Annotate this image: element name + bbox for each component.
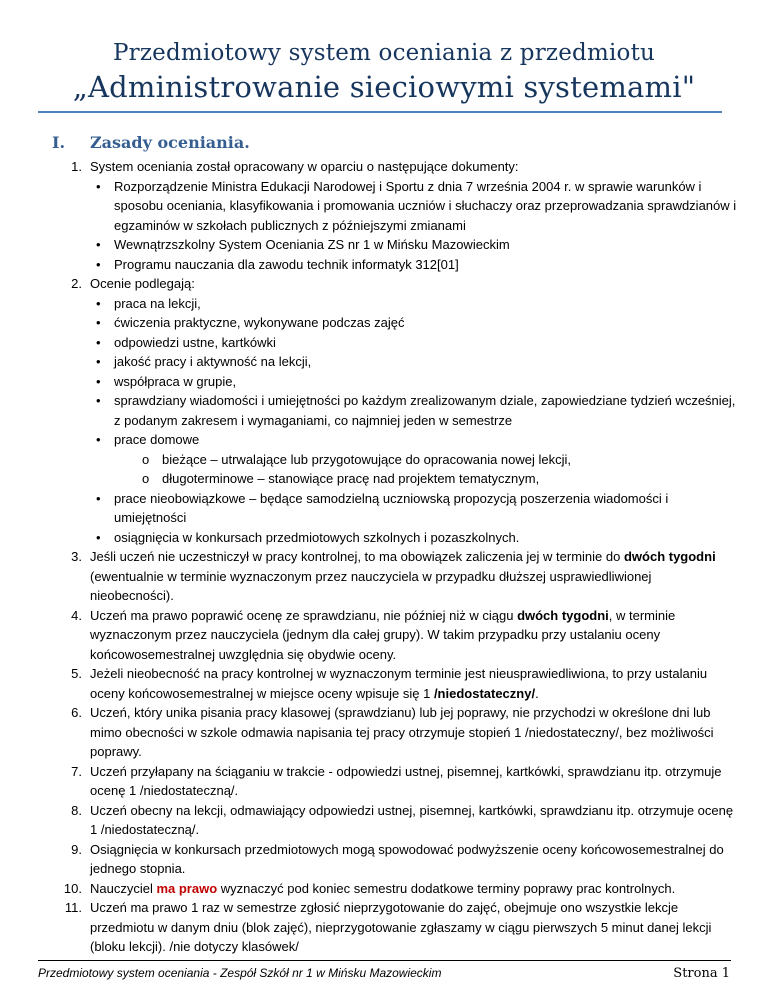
footer-divider (38, 960, 731, 961)
bullet-item: • odpowiedzi ustne, kartkówki (38, 333, 738, 353)
bullet-icon: • (96, 295, 101, 311)
section-title: Zasady oceniania. (90, 133, 250, 152)
bullet-icon: • (96, 237, 101, 252)
bullet-icon: • (96, 178, 101, 194)
section-heading (52, 133, 250, 152)
list-item: 2. Ocenie podlegają: (71, 276, 195, 291)
bullet-item: • ćwiczenia praktyczne, wykonywane podczas zajęć (38, 313, 738, 333)
page-number: Strona 1 (673, 966, 730, 981)
bullet-icon: • (96, 432, 101, 447)
footer-text: Przedmiotowy system oceniania - Zespół Szkół nr 1 w Mińsku Mazowieckim (38, 966, 442, 980)
bullet-icon: • (96, 256, 101, 272)
document-body (38, 157, 738, 957)
bullet-icon: • (96, 490, 101, 506)
bullet-icon: • (96, 393, 101, 408)
bullet-item: • praca na lekcji, (38, 294, 738, 314)
sub-bullet-item: o długoterminowe – stanowiące pracę nad projektem tematycznym, (38, 469, 738, 489)
document-title-line2: „Administrowanie sieciowymi systemami" (72, 70, 696, 104)
title-underline (38, 111, 722, 113)
section-number: I. (52, 133, 66, 152)
bullet-item: • jakość pracy i aktywność na lekcji, (38, 352, 738, 372)
bullet-item: • Programu nauczania dla zawodu technik informatyk 312[01] (38, 255, 738, 275)
bullet-item: • osiągnięcia w konkursach przedmiotowych szkolnych i pozaszkolnych. (38, 528, 738, 548)
bullet-item: • Rozporządzenie Ministra Edukacji Narodowej i Sportu z dnia 7 września 2004 r. w sprawie warunków i sposobu oceniania, klasyfikowania i promowania uczniów i słuchaczy oraz przeprowadzania sprawdzianów i egzaminów w szkołach publicznych z późniejszymi zmianami (96, 178, 737, 233)
highlight-text: ma prawo (156, 880, 218, 896)
list-item: 1. System oceniania został opracowany w oparciu o następujące dokumenty: (71, 159, 519, 174)
bullet-item: • Wewnątrzszkolny System Oceniania ZS nr 1 w Mińsku Mazowieckim (38, 235, 738, 255)
bullet-icon: • (96, 373, 101, 389)
bullet-item: • prace domowe (38, 430, 738, 450)
list-item: 3. Jeśli uczeń nie uczestniczył w pracy kontrolnej, to ma obowiązek zaliczenia jej w terminie do dwóch tygodni (ewentualnie w terminie wyznaczonym przez nauczyciela w przypadku dłuższej usprawiedliwionej nieobecności). (71, 549, 716, 603)
bullet-icon: • (96, 315, 101, 330)
bullet-item: • prace nieobowiązkowe – będące samodzielną uczniowską propozycją poszerzenia wiadomości i umiejętności (96, 490, 669, 525)
circle-bullet-icon: o (142, 471, 150, 486)
bullet-icon: • (96, 529, 101, 545)
list-item: 4. Uczeń ma prawo poprawić ocenę ze sprawdzianu, nie później niż w ciągu dwóch tygodni, w terminie wyznaczonym przez nauczyciela (jednym dla całej grupy). W takim przypadku przy ustalaniu oceny końcowosemestralnej uwzględnia się obydwie oceny. (71, 607, 676, 662)
list-item: 6. Uczeń, który unika pisania pracy klasowej (sprawdzianu) lub jej poprawy, nie przychodzi w określone dni lub mimo obecności w szkole odmawia napisania tej pracy otrzymuje stopień 1 /niedostateczny/, bez możliwości poprawy. (71, 705, 714, 759)
list-item: 8. Uczeń obecny na lekcji, odmawiający odpowiedzi ustnej, pisemnej, kartkówki, sprawdzianu itp. otrzymuje ocenę 1 /niedostateczną/. (71, 802, 734, 837)
list-item: 9. Osiągnięcia w konkursach przedmiotowych mogą spowodować podwyższenie oceny końcowosemestralnej do jednego stopnia. (71, 841, 724, 876)
document-title-line1: Przedmiotowy system oceniania z przedmiotu (112, 40, 656, 66)
list-item: 7. Uczeń przyłapany na ściąganiu w trakcie - odpowiedzi ustnej, pisemnej, kartkówki, sprawdzianu itp. otrzymuje ocenę 1 /niedostateczną/. (71, 763, 722, 798)
list-item: 11. Uczeń ma prawo 1 raz w semestrze zgłosić nieprzygotowanie do zajęć, obejmuje ono wszystkie lekcje przedmiotu w danym dniu (blok zajęć), nieprzygotowanie zgłaszamy w ciągu pierwszych 5 minut danej lekcji (bloku lekcji). /nie dotyczy klasówek/ (64, 900, 712, 954)
bullet-item: • sprawdziany wiadomości i umiejętności po każdym zrealizowanym dziale, zapowiedziane tydzień wcześniej, z podanym zakresem i wymaganiami, co najmniej jeden w semestrze (96, 393, 736, 428)
bullet-icon: • (96, 354, 101, 369)
sub-bullet-item: o bieżące – utrwalające lub przygotowujące do opracowania nowej lekcji, (38, 450, 738, 470)
bullet-icon: • (96, 334, 101, 350)
list-item: 5. Jeżeli nieobecność na pracy kontrolnej w wyznaczonym terminie jest nieusprawiedliwiona, to przy ustalaniu oceny końcowosemestralnej w miejsce oceny wpisuje się 1 /niedostateczny/. (71, 666, 708, 701)
bullet-item: • współpraca w grupie, (38, 372, 738, 392)
list-item: 10. Nauczyciel ma prawo wyznaczyć pod koniec semestru dodatkowe terminy poprawy prac kontrolnych. (63, 880, 676, 896)
circle-bullet-icon: o (142, 451, 150, 467)
